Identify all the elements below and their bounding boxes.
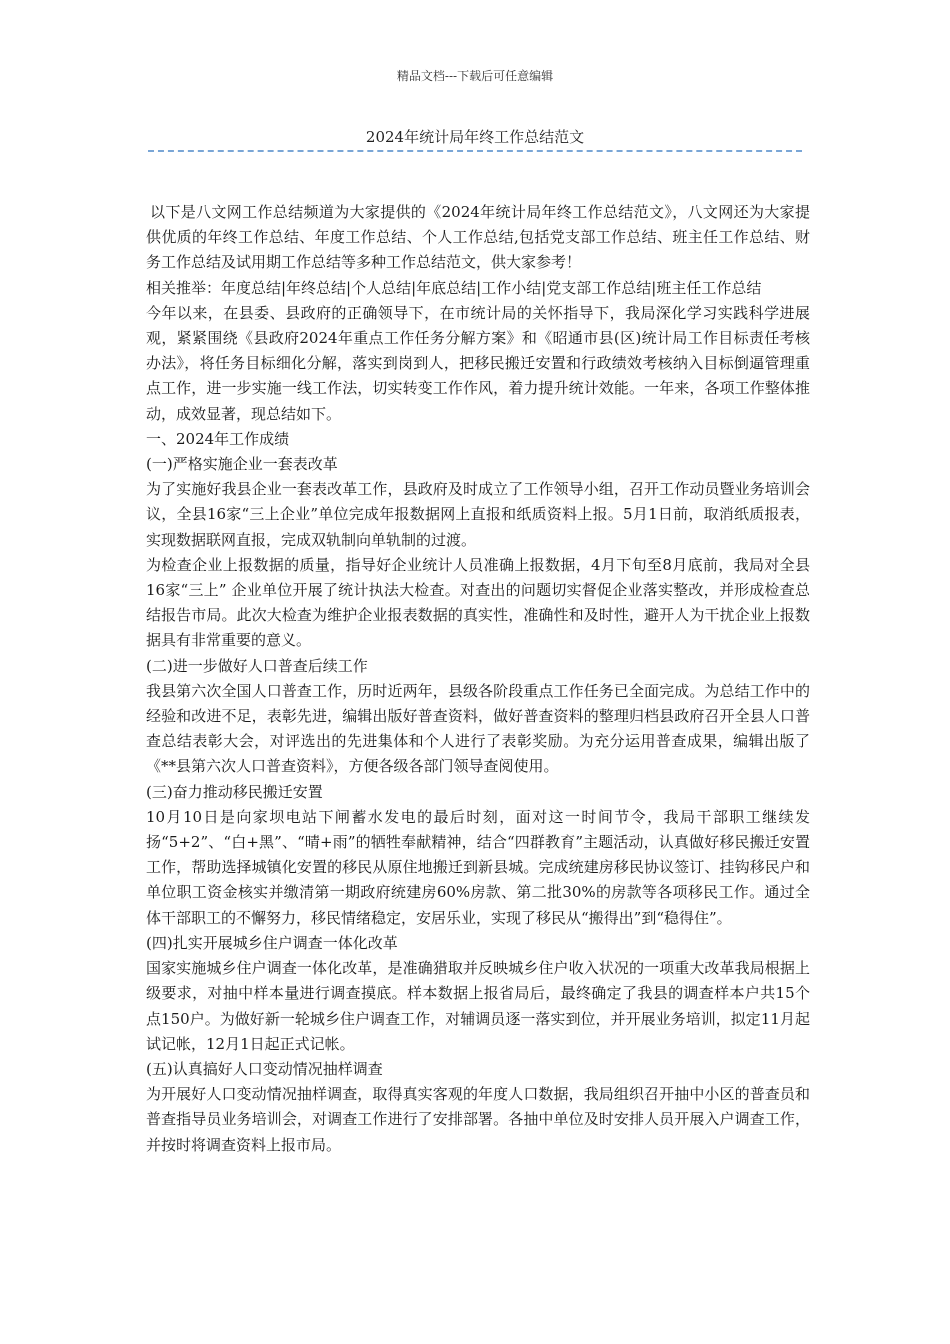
body-paragraph: 10月10日是向家坝电站下闸蓄水发电的最后时刻，面对这一时间节令，我局干部职工继续发扬“5+2”、“白+黑”、“晴+雨”的牺牲奉献精神，结合“四群教育”主题活动，认真做好移民搬迁安置工作，帮助选择城镇化安置的移民从原住地搬迁到新县城。完成统建房移民协议签订、挂钩移民户和单位职工资金核实并缴清第一期政府统建房60%房款、第二批30%的房款等各项移民工作。通过全体干部职工的不懈努力，移民情绪稳定，安居乐业，实现了移民从“搬得出”到“稳得住”。 [146, 807, 810, 927]
body-paragraph: 我县第六次全国人口普查工作，历时近两年，县级各阶段重点工作任务已全面完成。为总结工作中的经验和改进不足，表彰先进，编辑出版好普查资料，做好普查资料的整理归档县政府召开全县人口普查总结表彰大会，对评选出的先进集体和个人进行了表彰奖励。为充分运用普查成果，编辑出版了《**县第六次人口普查资料》，方便各级各部门领导查阅使用。 [146, 681, 810, 776]
header-note: 精品文档---下载后可任意编辑 [396, 69, 554, 83]
subsection-heading: (四)扎实开展城乡住户调查一体化改革 [146, 933, 398, 952]
body-paragraph: 国家实施城乡住户调查一体化改革，是准确猎取并反映城乡住户收入状况的一项重大改革我局根据上级要求，对抽中样本量进行调查摸底。样本数据上报省局后，最终确定了我县的调查样本户共15个点150户。为做好新一轮城乡住户调查工作，对辅调员逐一落实到位，并开展业务培训，拟定11月起试记帐，12月1日起正式记帐。 [146, 959, 810, 1053]
body-paragraph: 为了实施好我县企业一套表改革工作，县政府及时成立了工作领导小组，召开工作动员暨业务培训会议，全县16家“三上企业”单位完成年报数据网上直报和纸质资料上报。5月1日前，取消纸质报表，实现数据联网直报，完成双轨制向单轨制的过渡。 [146, 480, 810, 549]
recommend-paragraph: 相关推举：年度总结|年终总结|个人总结|年底总结|工作小结|党支部工作总结|班主任工作总结 [146, 278, 762, 297]
section-heading: 一、2024年工作成绩 [146, 429, 290, 448]
body-paragraph: 为开展好人口变动情况抽样调查，取得真实客观的年度人口数据，我局组织召开抽中小区的普查员和普查指导员业务培训会，对调查工作进行了安排部署。各抽中单位及时安排人员开展入户调查工作，并按时将调查资料上报市局。 [146, 1085, 810, 1154]
subsection-heading: (五)认真搞好人口变动情况抽样调查 [146, 1059, 383, 1078]
subsection-heading: (二)进一步做好人口普查后续工作 [146, 656, 368, 675]
title-divider [148, 150, 802, 152]
subsection-heading: (三)奋力推动移民搬迁安置 [146, 782, 323, 801]
body-paragraph: 为检查企业上报数据的质量，指导好企业统计人员准确上报数据，4月下旬至8月底前，我局对全县16家“三上” 企业单位开展了统计执法大检查。对查出的问题切实督促企业落实整改，并形成检查总结报告市局。此次大检查为维护企业报表数据的真实性，准确性和及时性，避开人为干扰企业上报数据具有非常重要的意义。 [146, 555, 810, 650]
intro-paragraph: 以下是八文网工作总结频道为大家提供的《2024年统计局年终工作总结范文》，八文网还为大家提供优质的年终工作总结、年度工作总结、个人工作总结,包括党支部工作总结、班主任工作总结、财务工作总结及试用期工作总结等多种工作总结范文，供大家参考！ [146, 203, 810, 272]
body-paragraph: 今年以来，在县委、县政府的正确领导下，在市统计局的关怀指导下，我局深化学习实践科学进展观，紧紧围绕《县政府2024年重点工作任务分解方案》和《昭通市县(区)统计局工作目标责任考核办法》，将任务目标细化分解，落实到岗到人，把移民搬迁安置和行政绩效考核纳入目标倒逼管理重点工作，进一步实施一线工作法，切实转变工作作风，着力提升统计效能。一年来，各项工作整体推动，成效显著，现总结如下。 [146, 303, 810, 423]
document-title: 2024年统计局年终工作总结范文 [365, 128, 585, 146]
document-body [146, 200, 810, 1158]
subsection-heading: (一)严格实施企业一套表改革 [146, 455, 338, 474]
